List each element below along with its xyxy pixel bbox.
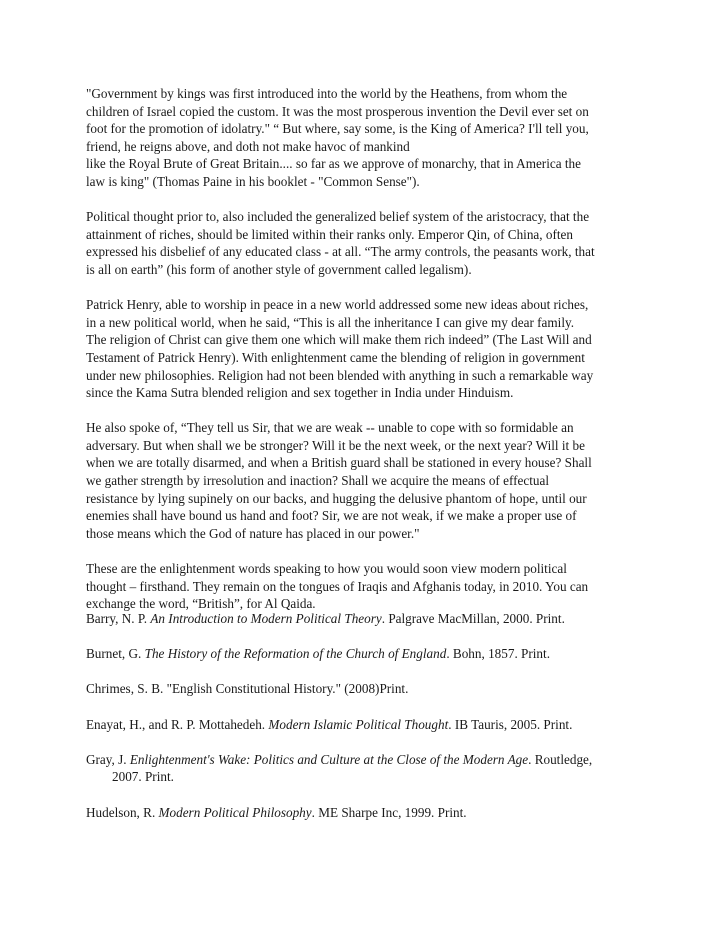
text-line: Political thought prior to, also included the generalized belief system of the aristocracy, that the <box>86 209 590 225</box>
reference-publisher: . IB Tauris, 2005. Print. <box>448 716 573 732</box>
text-line: thought – firsthand. They remain on the tongues of Iraqis and Afghanis today, in 2010. You can <box>86 578 589 594</box>
paragraph-paine-quote <box>86 85 646 191</box>
reference-publisher: . Palgrave MacMillan, 2000. Print. <box>381 611 565 626</box>
reference-entry <box>86 645 686 663</box>
reference-entry <box>86 716 686 734</box>
text-line: exchange the word, “British”, for Al Qaida. <box>86 596 316 612</box>
reference-title: Enlightenment's Wake: Politics and Culture at the Close of the Modern Age <box>129 751 529 767</box>
paragraph-patrick-henry <box>86 296 646 402</box>
paragraph-political-thought <box>86 208 646 278</box>
text-line: Testament of Patrick Henry). With enlightenment came the blending of religion in government <box>86 349 585 365</box>
reference-entry <box>86 680 686 698</box>
text-line: foot for the promotion of idolatry." “ But where, say some, is the King of America? I'll tell you, <box>86 121 589 137</box>
reference-title: An Introduction to Modern Political Theory <box>150 611 382 626</box>
text-line: under new philosophies. Religion had not been blended with anything in such a remarkable way <box>86 367 594 383</box>
text-line: those means which the God of nature has placed in our power." <box>86 525 420 541</box>
text-line: attainment of riches, should be limited within their ranks only. Emperor Qin, of China, often <box>86 226 573 242</box>
reference-author: Enayat, H., and R. P. Mottahedeh. <box>86 716 269 732</box>
text-line: children of Israel copied the custom. It was the most prosperous invention the Devil ever set on <box>86 103 589 119</box>
reference-title: Modern Islamic Political Thought <box>268 716 449 732</box>
reference-full-text: Chrimes, S. B. "English Constitutional History." (2008)Print. <box>86 681 409 697</box>
reference-author: Barry, N. P. <box>86 611 151 626</box>
reference-publisher: . Bohn, 1857. Print. <box>446 646 550 662</box>
text-line: we gather strength by irresolution and inaction? Shall we acquire the means of effectual <box>86 473 549 489</box>
text-line: like the Royal Brute of Great Britain.... so far as we approve of monarchy, that in America the <box>86 156 581 172</box>
text-line: The religion of Christ can give them one which will make them rich indeed” (The Last Will and <box>86 332 592 348</box>
text-line: law is king" (Thomas Paine in his booklet - "Common Sense"). <box>86 173 420 189</box>
reference-entry <box>86 610 686 628</box>
text-line: is all on earth” (his form of another style of government called legalism). <box>86 261 472 277</box>
text-line: enemies shall have bound us hand and foot? Sir, we are not weak, if we make a proper use of <box>86 508 577 524</box>
text-line: adversary. But when shall we be stronger? Will it be the next week, or the next year? Will it be <box>86 437 585 453</box>
reference-publisher: . Routledge, <box>528 751 593 767</box>
reference-entry <box>86 751 686 786</box>
paragraph-henry-speech <box>86 419 646 542</box>
reference-publisher: . ME Sharpe Inc, 1999. Print. <box>311 804 467 820</box>
text-line: since the Kama Sutra blended religion and sex together in India under Hinduism. <box>86 385 514 401</box>
text-line: "Government by kings was first introduced into the world by the Heathens, from whom the <box>86 86 568 101</box>
body-text <box>86 85 646 630</box>
text-line: He also spoke of, “They tell us Sir, that we are weak -- unable to cope with so formidable an <box>86 420 574 436</box>
paragraph-enlightenment-words <box>86 560 646 613</box>
text-line: in a new political world, when he said, “This is all the inheritance I can give my dear family. <box>86 314 575 330</box>
reference-title: Modern Political Philosophy <box>158 804 312 820</box>
reference-title: The History of the Reformation of the Church of England <box>144 646 447 662</box>
reference-continuation: 2007. Print. <box>112 769 174 785</box>
text-line: Patrick Henry, able to worship in peace in a new world addressed some new ideas about riches, <box>86 297 589 313</box>
reference-entry <box>86 804 686 822</box>
text-line: These are the enlightenment words speaking to how you would soon view modern political <box>86 561 567 577</box>
reference-author: Gray, J. <box>86 751 130 767</box>
reference-author: Hudelson, R. <box>86 804 159 820</box>
text-line: expressed his disbelief of any educated class - at all. “The army controls, the peasants work, that <box>86 244 595 260</box>
works-cited-list <box>86 610 686 839</box>
text-line: when we are totally disarmed, and when a British guard shall be stationed in every house? Shall <box>86 455 592 471</box>
text-line: friend, he reigns above, and doth not make havoc of mankind <box>86 138 410 154</box>
reference-author: Burnet, G. <box>86 646 145 662</box>
text-line: resistance by lying supinely on our backs, and hugging the delusive phantom of hope, until our <box>86 490 587 506</box>
